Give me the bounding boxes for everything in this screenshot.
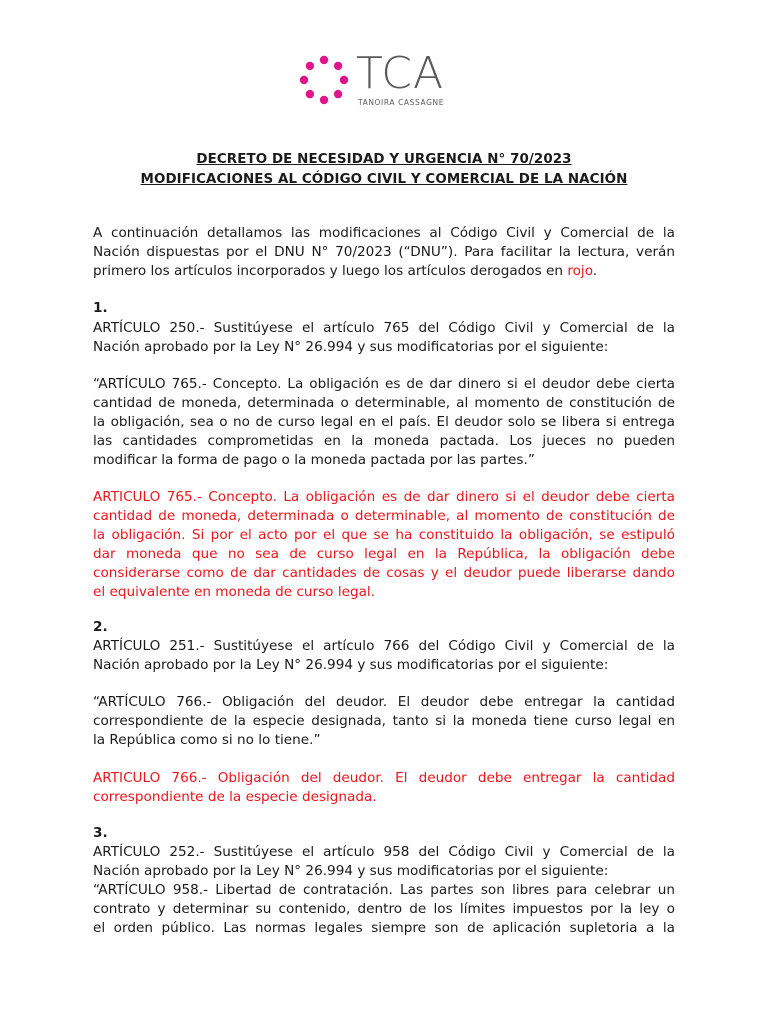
new-text-line: el orden público. Las normas legales siempre son de aplicación supletoria a la — [93, 919, 675, 936]
repealed-line: ARTICULO 765.- Concepto. La obligación es de dar dinero si el deudor debe cierta — [93, 489, 675, 505]
article-line: ARTÍCULO 252.- Sustitúyese el artículo 958 del Código Civil y Comercial de la — [93, 844, 675, 860]
repealed-line: el equivalente en moneda de curso legal. — [93, 583, 376, 600]
article-paragraph — [93, 637, 675, 675]
repealed-line: dar moneda que no sea de curso legal en la República, la obligación debe — [93, 545, 675, 562]
new-text-line: la República como si no lo tiene.” — [93, 731, 321, 748]
article-line: Nación aprobado por la Ley N° 26.994 y sus modificatorias por el siguiente: — [93, 656, 609, 673]
new-text-paragraph — [93, 693, 675, 750]
repealed-line: ARTICULO 766.- Obligación del deudor. El deudor debe entregar la cantidad — [93, 770, 675, 786]
title-line-1: DECRETO DE NECESIDAD Y URGENCIA N° 70/2023 — [196, 152, 572, 167]
repealed-text-paragraph — [93, 488, 675, 601]
article-line: ARTÍCULO 250.- Sustitúyese el artículo 765 del Código Civil y Comercial de la — [93, 320, 675, 336]
repealed-line: cantidad de moneda, determinada o determinable, al momento de constitución de — [93, 507, 675, 524]
tca-logo — [296, 48, 466, 110]
repealed-text-paragraph — [93, 769, 675, 807]
section-number: 2. — [93, 619, 108, 635]
article-line: Nación aprobado por la Ley N° 26.994 y sus modificatorias por el siguiente: — [93, 862, 609, 879]
new-text-line: cantidad de moneda, determinada o determinable, al momento de constitución de — [93, 394, 675, 411]
document-title — [0, 150, 768, 190]
intro-line: A continuación detallamos las modificaciones al Código Civil y Comercial de la — [93, 225, 675, 241]
logo-subtitle: TANOIRA CASSAGNE — [358, 98, 445, 107]
red-word: rojo — [567, 262, 593, 279]
repealed-line: la obligación. Si por el acto por el que se ha constituido la obligación, se estipuló — [93, 526, 675, 543]
new-text-line: “ARTÍCULO 766.- Obligación del deudor. El deudor debe entregar la cantidad — [93, 694, 675, 710]
new-text-paragraph — [93, 375, 675, 470]
article-paragraph — [93, 843, 675, 938]
article-line: Nación aprobado por la Ley N° 26.994 y sus modificatorias por el siguiente: — [93, 338, 609, 355]
article-paragraph — [93, 319, 675, 357]
dots-circle-icon — [296, 52, 352, 108]
new-text-line: “ARTÍCULO 765.- Concepto. La obligación es de dar dinero si el deudor debe cierta — [93, 376, 675, 392]
repealed-line: considerarse como de dar cantidades de cosas y el deudor puede liberarse dando — [93, 564, 675, 581]
section-number: 3. — [93, 825, 108, 841]
title-line-2: MODIFICACIONES AL CÓDIGO CIVIL Y COMERCIAL DE LA NACIÓN — [140, 172, 628, 187]
section-number: 1. — [93, 300, 108, 316]
new-text-line: correspondiente de la especie designada, tanto si la moneda tiene curso legal en — [93, 712, 675, 729]
new-text-line: las cantidades comprometidas en la moneda pactada. Los jueces no pueden — [93, 432, 675, 449]
repealed-line: correspondiente de la especie designada. — [93, 788, 377, 805]
new-text-line: modificar la forma de pago o la moneda pactada por las partes.” — [93, 451, 535, 468]
logo-letters: TCA — [356, 48, 445, 99]
intro-paragraph — [93, 224, 675, 281]
intro-line: Nación dispuestas por el DNU N° 70/2023 (“DNU”). Para facilitar la lectura, verán — [93, 243, 675, 260]
intro-line: primero los artículos incorporados y luego los artículos derogados en rojo. — [93, 262, 598, 279]
article-line: ARTÍCULO 251.- Sustitúyese el artículo 766 del Código Civil y Comercial de la — [93, 638, 675, 654]
new-text-line: “ARTÍCULO 958.- Libertad de contratación. Las partes son libres para celebrar un — [93, 881, 675, 898]
new-text-line: contrato y determinar su contenido, dentro de los límites impuestos por la ley o — [93, 900, 675, 917]
new-text-line: la obligación, sea o no de curso legal en el país. El deudor solo se libera si entrega — [93, 413, 675, 430]
